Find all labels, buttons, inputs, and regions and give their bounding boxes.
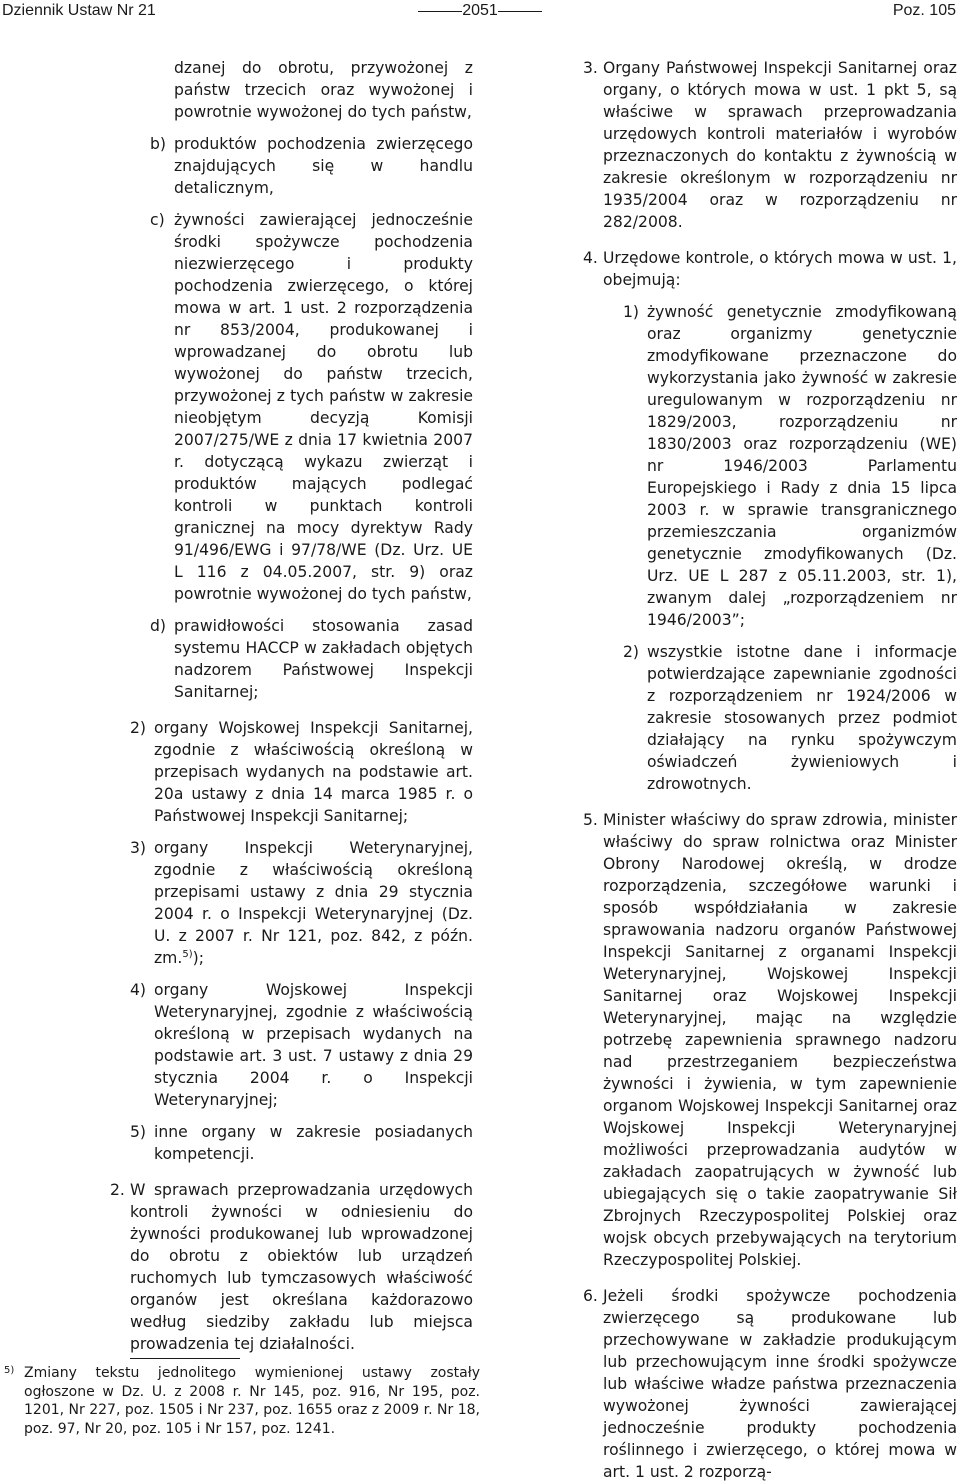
footnote-divider <box>130 1358 240 1359</box>
footnote-reference: 5) <box>182 948 193 960</box>
page-header <box>0 0 960 26</box>
list-item-4-1 <box>623 301 957 631</box>
item-label: 2) <box>623 643 640 661</box>
item-text: inne organy w zakresie posiadanych kompetencji. <box>154 1123 473 1163</box>
item-label: 1) <box>623 303 640 321</box>
item-text <box>154 837 473 969</box>
list-item-5 <box>130 1121 473 1165</box>
paragraph-text: W sprawach przeprowadzania urzędowych kontroli żywności w odniesieniu do żywności produkowanej lub wprowadzonej do obrotu z obiektów lub urządzeń ruchomych lub tymczasowych właściwość organów jest określana każdorazowo według siedziby zakładu lub miejsca prowadzenia tej działalności. <box>130 1181 473 1353</box>
item-label: 5) <box>130 1123 147 1141</box>
page-number: 2051 <box>462 2 498 19</box>
list-item-4-2 <box>623 641 957 795</box>
paragraph-label: 6. <box>583 1287 598 1305</box>
paragraph-label: 4. <box>583 249 598 267</box>
paragraph-4 <box>583 247 957 291</box>
paragraph-text: Minister właściwy do spraw zdrowia, minister właściwy do spraw rolnictwa oraz Minister Obrony Narodowej określą, w drodze rozporządzenia, szczegółowe warunki i sposób współdziałania w zakresie sprawowania nadzoru organów Państwowej Inspekcji Sanitarnej z organami Inspekcji Weterynaryjnej, Wojskowej Inspekcji Sanitarnej oraz Wojskowej Inspekcji Weterynaryjnej, mając na względzie potrzebę zapewnienia sprawnego nadzoru nad przestrzeganiem bezpieczeństwa żywności i żywienia, w tym zapewnienie organom Wojskowej Inspekcji Sanitarnej oraz Wojskowej Inspekcji Weterynaryjnej możliwości przeprowadzania audytów w zakładach zaopatrujących w żywność lub ubiegających się o takie zaopatrywanie Sił Zbrojnych Rzeczypospolitej Polskiej oraz wojsk obcych przebywających na terytorium Rzeczypospolitej Polskiej. <box>603 811 957 1269</box>
position-number: Poz. 105 <box>892 2 956 19</box>
item-label: 4) <box>130 981 147 999</box>
item-3-tail: ); <box>192 949 204 967</box>
item-text: organy Wojskowej Inspekcji Sanitarnej, zgodnie z właściwością określoną w przepisach wydanych na podstawie art. 20a ustawy z dnia 14 marca 1985 r. o Państwowej Inspekcji Sanitarnej; <box>154 719 473 825</box>
item-text: żywności zawierającej jednocześnie środki spożywcze pochodzenia niezwierzęcego i produkty pochodzenia zwierzęcego, o której mowa w art. 1 ust. 2 rozporządzenia nr 853/2004, produkowanej i wprowadzanej do obrotu lub wywożonej do państw trzecich, przywożonej z tych państw w zakresie nieobjętym decyzją Komisji 2007/275/WE z dnia 17 kwietnia 2007 r. dotyczącą wykazu zwierząt i produktów mających podlegać kontroli w punktach kontroli granicznej na mocy dyrektyw Rady 91/496/EWG i 97/78/WE (Dz. Urz. UE L 116 z 04.05.2007, str. 9) oraz powrotnie wywożonej do tych państw, <box>174 211 473 603</box>
list-item-4 <box>130 979 473 1111</box>
item-text: wszystkie istotne dane i informacje potwierdzające zapewnianie zgodności z rozporządzeniem nr 1924/2006 w zakresie stosowanych przez podmiot działający na rynku spożywczym oświadczeń żywieniowych i zdrowotnych. <box>647 643 957 793</box>
list-item-c: c) żywności zawierającej jednocześnie środki spożywcze pochodzenia niezwierzęcego i produkty pochodzenia zwierzęcego, o której mowa w art. 1 ust. 2 rozporządzenia nr 853/2004, produkowanej i wprowadzanej do obrotu lub wywożonej do państw trzecich, przywożonej z tych państw w zakresie nieobjętym decyzją Komisji 2007/275/WE z dnia 17 kwietnia 2007 r. dotyczącą wykazu zwierząt i produktów mających podlegać kontroli w punktach kontroli granicznej na mocy dyrektyw Rady 91/496/EWG i 97/78/WE (Dz. Urz. UE L 116 z 04.05.2007, str. 9) oraz powrotnie wywożonej do tych państw, <box>150 211 473 603</box>
right-column <box>583 57 957 1483</box>
paragraph-text: Jeżeli środki spożywcze pochodzenia zwierzęcego są produkowane lub przechowywane w zakładzie produkującym lub przechowującym inne środki spożywcze lub właściwe władze państwa przeznaczenia wywożonej żywności zawierającej jednocześnie produkty pochodzenia roślinnego i zwierzęcego, o której mowa w art. 1 ust. 2 rozporzą- <box>603 1287 957 1481</box>
item-text: żywność genetycznie zmodyfikowaną oraz organizmy genetycznie zmodyfikowane przeznaczone do wykorzystania jako żywność w zakresie uregulowanym w rozporządzeniu nr 1829/2003, rozporządzeniu nr 1830/2003 oraz rozporządzeniu (WE) nr 1946/2003 Parlamentu Europejskiego i Rady z dnia 15 lipca 2003 r. w sprawie transgranicznego przemieszczania organizmów genetycznie zmodyfikowanych (Dz. Urz. UE L 287 z 05.11.2003, str. 1), zwanym dalej „rozporządzeniem nr 1946/2003”; <box>647 303 957 629</box>
paragraph-text: Organy Państwowej Inspekcji Sanitarnej oraz organy, o których mowa w ust. 1 pkt 5, są właściwe w sprawach przeprowadzania urzędowych kontroli materiałów i wyrobów przeznaczonych do kontaktu z żywnością w zakresie określonym w rozporządzeniu nr 1935/2004 oraz w rozporządzeniu nr 282/2008. <box>603 59 957 231</box>
paragraph-5 <box>583 809 957 1271</box>
item-a-continuation: dzanej do obrotu, przywożonej z państw trzecich oraz wywożonej i powrotnie wywożonej do tych państw, <box>174 59 473 121</box>
paragraph-6 <box>583 1285 957 1483</box>
paragraph-label: 3. <box>583 59 598 77</box>
item-label: 2) <box>130 719 147 737</box>
list-item-3 <box>130 837 473 969</box>
item-label: 3) <box>130 839 147 857</box>
footnote <box>0 1364 480 1438</box>
item-text: prawidłowości stosowania zasad systemu HACCP w zakładach objętych nadzorem Państwowej Inspekcji Sanitarnej; <box>174 617 473 701</box>
journal-title: Dziennik Ustaw Nr 21 <box>2 2 156 19</box>
paragraph-2 <box>110 1179 473 1355</box>
item-3-text: organy Inspekcji Weterynaryjnej, zgodnie z właściwością określoną przepisami ustawy z dnia 29 stycznia 2004 r. o Inspekcji Weterynaryjnej (Dz. U. z 2007 r. Nr 121, poz. 842, z późn. zm. <box>154 839 473 967</box>
paragraph-label: 2. <box>110 1181 125 1199</box>
paragraph-3 <box>583 57 957 233</box>
paragraph-label: 5. <box>583 811 598 829</box>
footnote-text: Zmiany tekstu jednolitego wymienionej ustawy zostały ogłoszone w Dz. U. z 2008 r. Nr 145, poz. 916, Nr 195, poz. 1201, Nr 227, poz. 1505 i Nr 237, poz. 1655 oraz z 2009 r. Nr 18, poz. 97, Nr 20, poz. 105 i Nr 157, poz. 1241. <box>24 1365 480 1437</box>
item-text: produktów pochodzenia zwierzęcego znajdujących się w handlu detalicznym, <box>174 135 473 197</box>
list-item-2 <box>130 717 473 827</box>
paragraph-text: Urzędowe kontrole, o których mowa w ust. 1, obejmują: <box>603 249 957 289</box>
left-column <box>110 57 473 1355</box>
header-dash-right <box>498 11 542 12</box>
footnote-marker: 5) <box>4 1365 15 1376</box>
list-item-b: b) produktów pochodzenia zwierzęcego znajdujących się w handlu detalicznym, <box>150 135 473 197</box>
item-text: organy Wojskowej Inspekcji Weterynaryjnej, zgodnie z właściwością określoną w przepisach wydanych na podstawie art. 3 ust. 7 ustawy z dnia 29 stycznia 2004 r. o Inspekcji Weterynaryjnej; <box>154 981 473 1109</box>
list-item-d: d) prawidłowości stosowania zasad systemu HACCP w zakładach objętych nadzorem Państwowej Inspekcji Sanitarnej; <box>150 617 473 701</box>
